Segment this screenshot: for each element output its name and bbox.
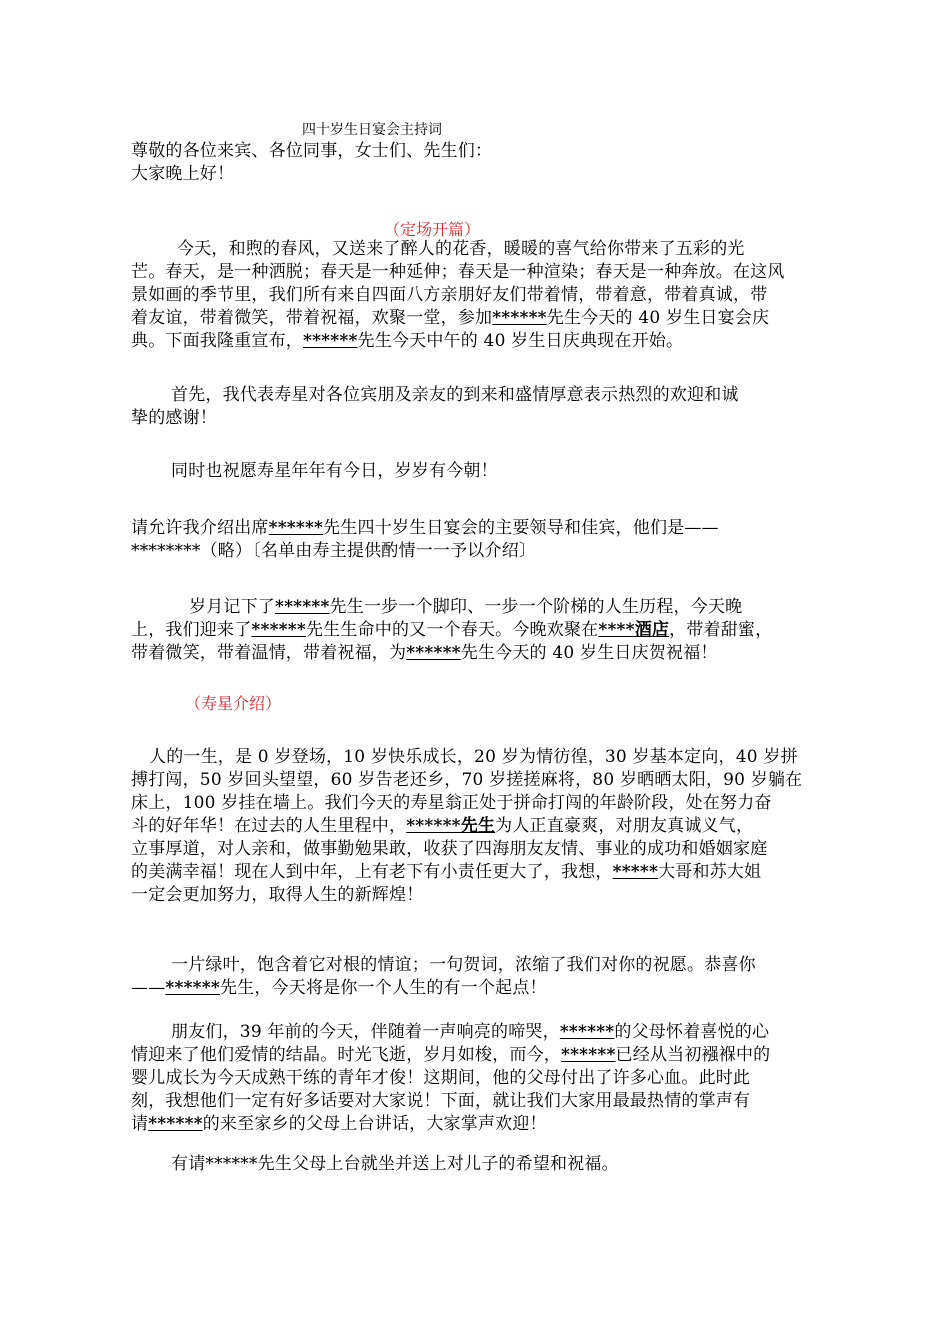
paragraph-opening [131,238,785,353]
text-line: 上，我们迎来了******先生生命中的又一个春天。今晚欢聚在****酒店，带着甜蜜， [131,620,773,640]
text-line: 搏打闯，50 岁回头望望，60 岁告老还乡，70 岁搓搓麻将，80 岁晒晒太阳，90 岁躺在 [131,770,803,790]
text-line: 首先，我代表寿星对各位宾朋及亲友的到来和盛情厚意表示热烈的欢迎和诚 [171,385,739,405]
name-placeholder: ****** [559,1022,615,1042]
text-line: 岁月记下了******先生一步一个脚印、一步一个阶梯的人生历程，今天晚 [189,597,743,617]
text-line: 景如画的季节里，我们所有来自四面八方亲朋好友们带着情，带着意，带着真诚，带 [131,285,768,305]
greeting [131,140,492,186]
text-line: 情迎来了他们爱情的结晶。时光飞逝，岁月如梭，而今，******已经从当初襁褓中的 [131,1045,771,1065]
text-line: ********（略）〔名单由寿主提供酌情一一予以介绍〕 [131,541,537,561]
name-placeholder: ***** [612,862,659,882]
text-line: 刻，我想他们一定有好多话要对大家说！下面，就让我们大家用最最热情的掌声有 [131,1091,751,1111]
paragraph-parents [131,1021,770,1136]
text-line: 芒。春天，是一种洒脱；春天是一种延伸；春天是一种渲染；春天是一种奔放。在这风 [131,262,785,282]
text-line: 一定会更加努力，取得人生的新辉煌！ [131,885,424,905]
greeting-line: 大家晚上好！ [131,164,235,184]
text-line: 着友谊，带着微笑，带着祝福，欢聚一堂，参加******先生今天的 40 岁生日宴会庆 [131,308,770,328]
name-placeholder: ****** [275,597,330,617]
text-line: 人的一生，是 0 岁登场，10 岁快乐成长，20 岁为情彷徨，30 岁基本定向，40 岁拼 [149,747,798,767]
paragraph-welcome [131,384,739,430]
text-line: 今天，和煦的春风，又送来了醉人的花香，暖暖的喜气给你带来了五彩的光 [177,239,745,259]
hotel-placeholder: ****酒店 [598,620,670,640]
text-line: 带着微笑，带着温情，带着祝福，为******先生今天的 40 岁生日庆贺祝福！ [131,643,718,663]
text-line: 床上，100 岁挂在墙上。我们今天的寿星翁正处于拼命打闯的年龄阶段，处在努力奋 [131,793,772,813]
paragraph-wish [131,460,498,483]
paragraph-green-leaf [131,954,756,1000]
greeting-line: 尊敬的各位来宾、各位同事，女士们、先生们： [131,141,493,161]
paragraph-introduce-guests [131,517,719,563]
text-line: 婴儿成长为今天成熟干练的青年才俊！这期间，他的父母付出了许多心血。此时此 [131,1068,751,1088]
text-line: 斗的好年华！在过去的人生里程中，******先生为人正直豪爽，对朋友真诚义气， [131,816,754,836]
section-heading-opening: （定场开篇） [384,220,481,239]
text-line: ——******先生，今天将是你一个人生的有一个起点！ [131,978,547,998]
document-title: 四十岁生日宴会主持词 [302,122,442,138]
name-placeholder: ****** [561,1045,616,1065]
text-line: 的美满幸福！现在人到中年，上有老下有小责任更大了，我想，*****大哥和苏大姐 [131,862,762,882]
paragraph-milestone [131,596,772,665]
name-placeholder: ****** [406,643,461,663]
section-heading-birthday-star: （寿星介绍） [185,694,282,713]
name-placeholder: ****** [268,518,324,538]
name-placeholder: ****** [492,308,547,328]
name-placeholder: ****** [303,331,358,351]
name-placeholder: ****** [148,1114,203,1134]
text-line: 同时也祝愿寿星年年有今日，岁岁有今朝！ [171,461,498,481]
name-placeholder: ****** [251,620,306,640]
text-line: 挚的感谢！ [131,408,217,428]
paragraph-life-stages [131,746,802,907]
text-line: 立事厚道，对人亲和，做事勤勉果敢，收获了四海朋友友情、事业的成功和婚姻家庭 [131,839,768,859]
name-placeholder: ******先生 [406,816,496,836]
text-line: 请允许我介绍出席******先生四十岁生日宴会的主要领导和佳宾，他们是—— [131,518,719,538]
text-line: 典。下面我隆重宣布，******先生今天中午的 40 岁生日庆典现在开始。 [131,331,684,351]
paragraph-invite-parents [131,1153,619,1176]
text-line: 一片绿叶，饱含着它对根的情谊；一句贺词，浓缩了我们对你的祝愿。恭喜你 [171,955,756,975]
text-line: 请******的来至家乡的父母上台讲话，大家掌声欢迎！ [131,1114,547,1134]
name-placeholder: ****** [165,978,220,998]
text-line: 朋友们，39 年前的今天，伴随着一声响亮的啼哭，******的父母怀着喜悦的心 [171,1022,770,1042]
text-line: 有请******先生父母上台就坐并送上对儿子的希望和祝福。 [171,1154,619,1174]
